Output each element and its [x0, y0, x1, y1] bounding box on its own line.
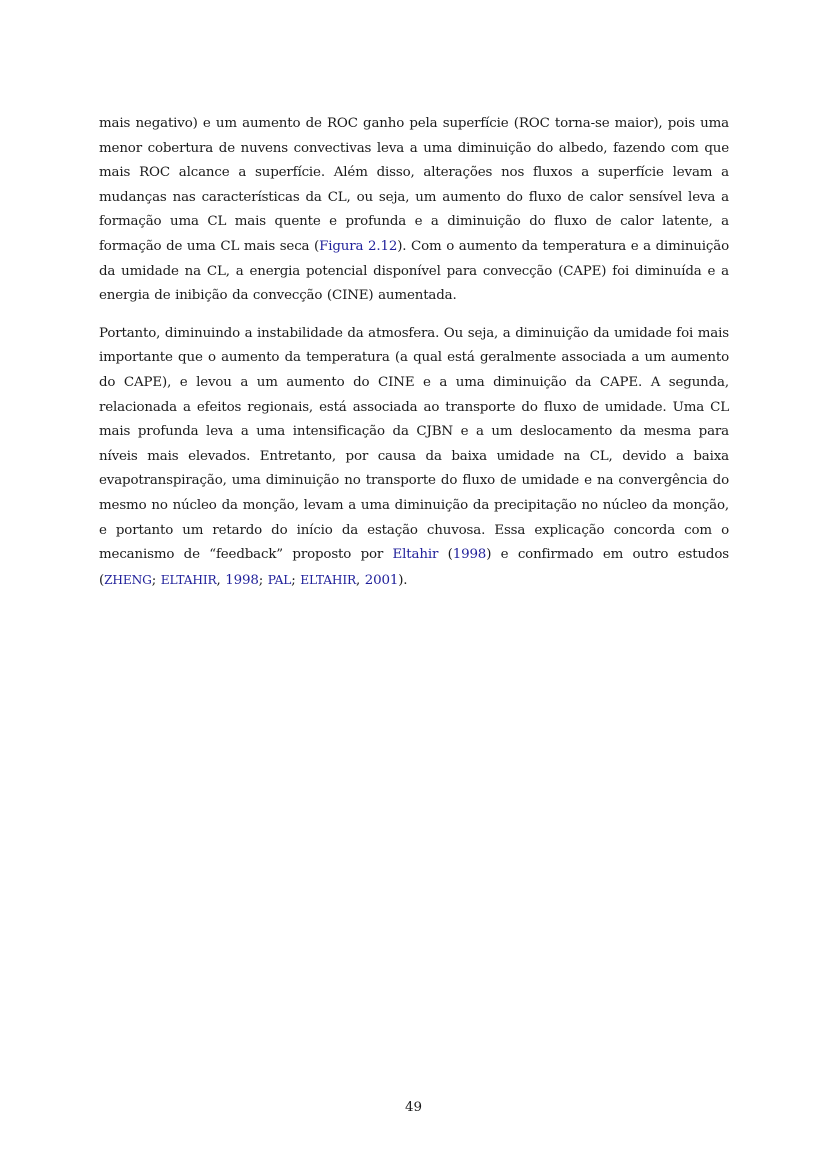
text-run: (: [438, 547, 453, 563]
text-run: ). Com o aumento da temperatura e a diminuição da umidade na CL, a energia potencial disponível para convecção (CAPE) foi diminuída e a energia de inibição da convecção (CINE) aumentada.: [99, 238, 730, 304]
citation-author-link[interactable]: PAL: [267, 572, 292, 587]
text-run: ;: [291, 572, 301, 588]
text-run: ,: [356, 572, 365, 588]
citation-author-link[interactable]: ELTAHIR: [160, 572, 217, 587]
body-text: [99, 112, 729, 593]
text-run: Portanto, diminuindo a instabilidade da atmosfera. Ou seja, a diminuição da umidade foi mais importante que o aumento da temperatura (a qual está geralmente associada a um aumento do CAPE), e levou a um aumento do CINE e a uma diminuição da CAPE. A segunda, relacionada a efeitos regionais, está associada ao transporte do fluxo de umidade. Uma CL mais profunda leva a uma intensificação da CJBN e a um deslocamento da mesma para níveis mais elevados. Entretanto, por causa da baixa umidade na CL, devido a baixa evapotranspiração, uma diminuição no transporte do fluxo de umidade e na convergência do mesmo no núcleo da monção, levam a uma diminuição da precipitação no núcleo da monção, e portanto um retardo do início da estação chuvosa. Essa explicação concorda com o mecanismo de “feedback” proposto por: [99, 325, 729, 563]
citation-author-link[interactable]: Eltahir: [392, 547, 439, 563]
figure-reference-link[interactable]: Figura 2.12: [319, 238, 398, 254]
citation-author-link[interactable]: ZHENG: [104, 572, 152, 587]
page-number: 49: [404, 1100, 423, 1115]
text-run: mais negativo) e um aumento de ROC ganho pela superfície (ROC torna-se maior), pois uma menor cobertura de nuvens convectivas leva a uma diminuição do albedo, fazendo com que mais ROC alcance a superfície. Além disso, alterações nos fluxos a superfície levam a mudanças nas características da CL, ou seja, um aumento do fluxo de calor sensível leva a formação uma CL mais quente e profunda e a diminuição do fluxo de calor latente, a formação de uma CL mais seca (: [99, 116, 729, 254]
citation-year-link[interactable]: 1998: [452, 547, 487, 563]
text-run: ;: [258, 572, 268, 588]
text-run: ;: [151, 572, 161, 588]
citation-author-link[interactable]: ELTAHIR: [300, 572, 357, 587]
paragraph-2: [99, 322, 729, 594]
citation-year-link[interactable]: 1998: [225, 572, 259, 588]
text-run: ).: [398, 572, 408, 588]
text-run: ) e confirmado em outro estudos (: [99, 547, 729, 588]
paragraph-1: [99, 112, 729, 309]
citation-year-link[interactable]: 2001: [364, 572, 399, 588]
text-run: ,: [216, 572, 226, 588]
